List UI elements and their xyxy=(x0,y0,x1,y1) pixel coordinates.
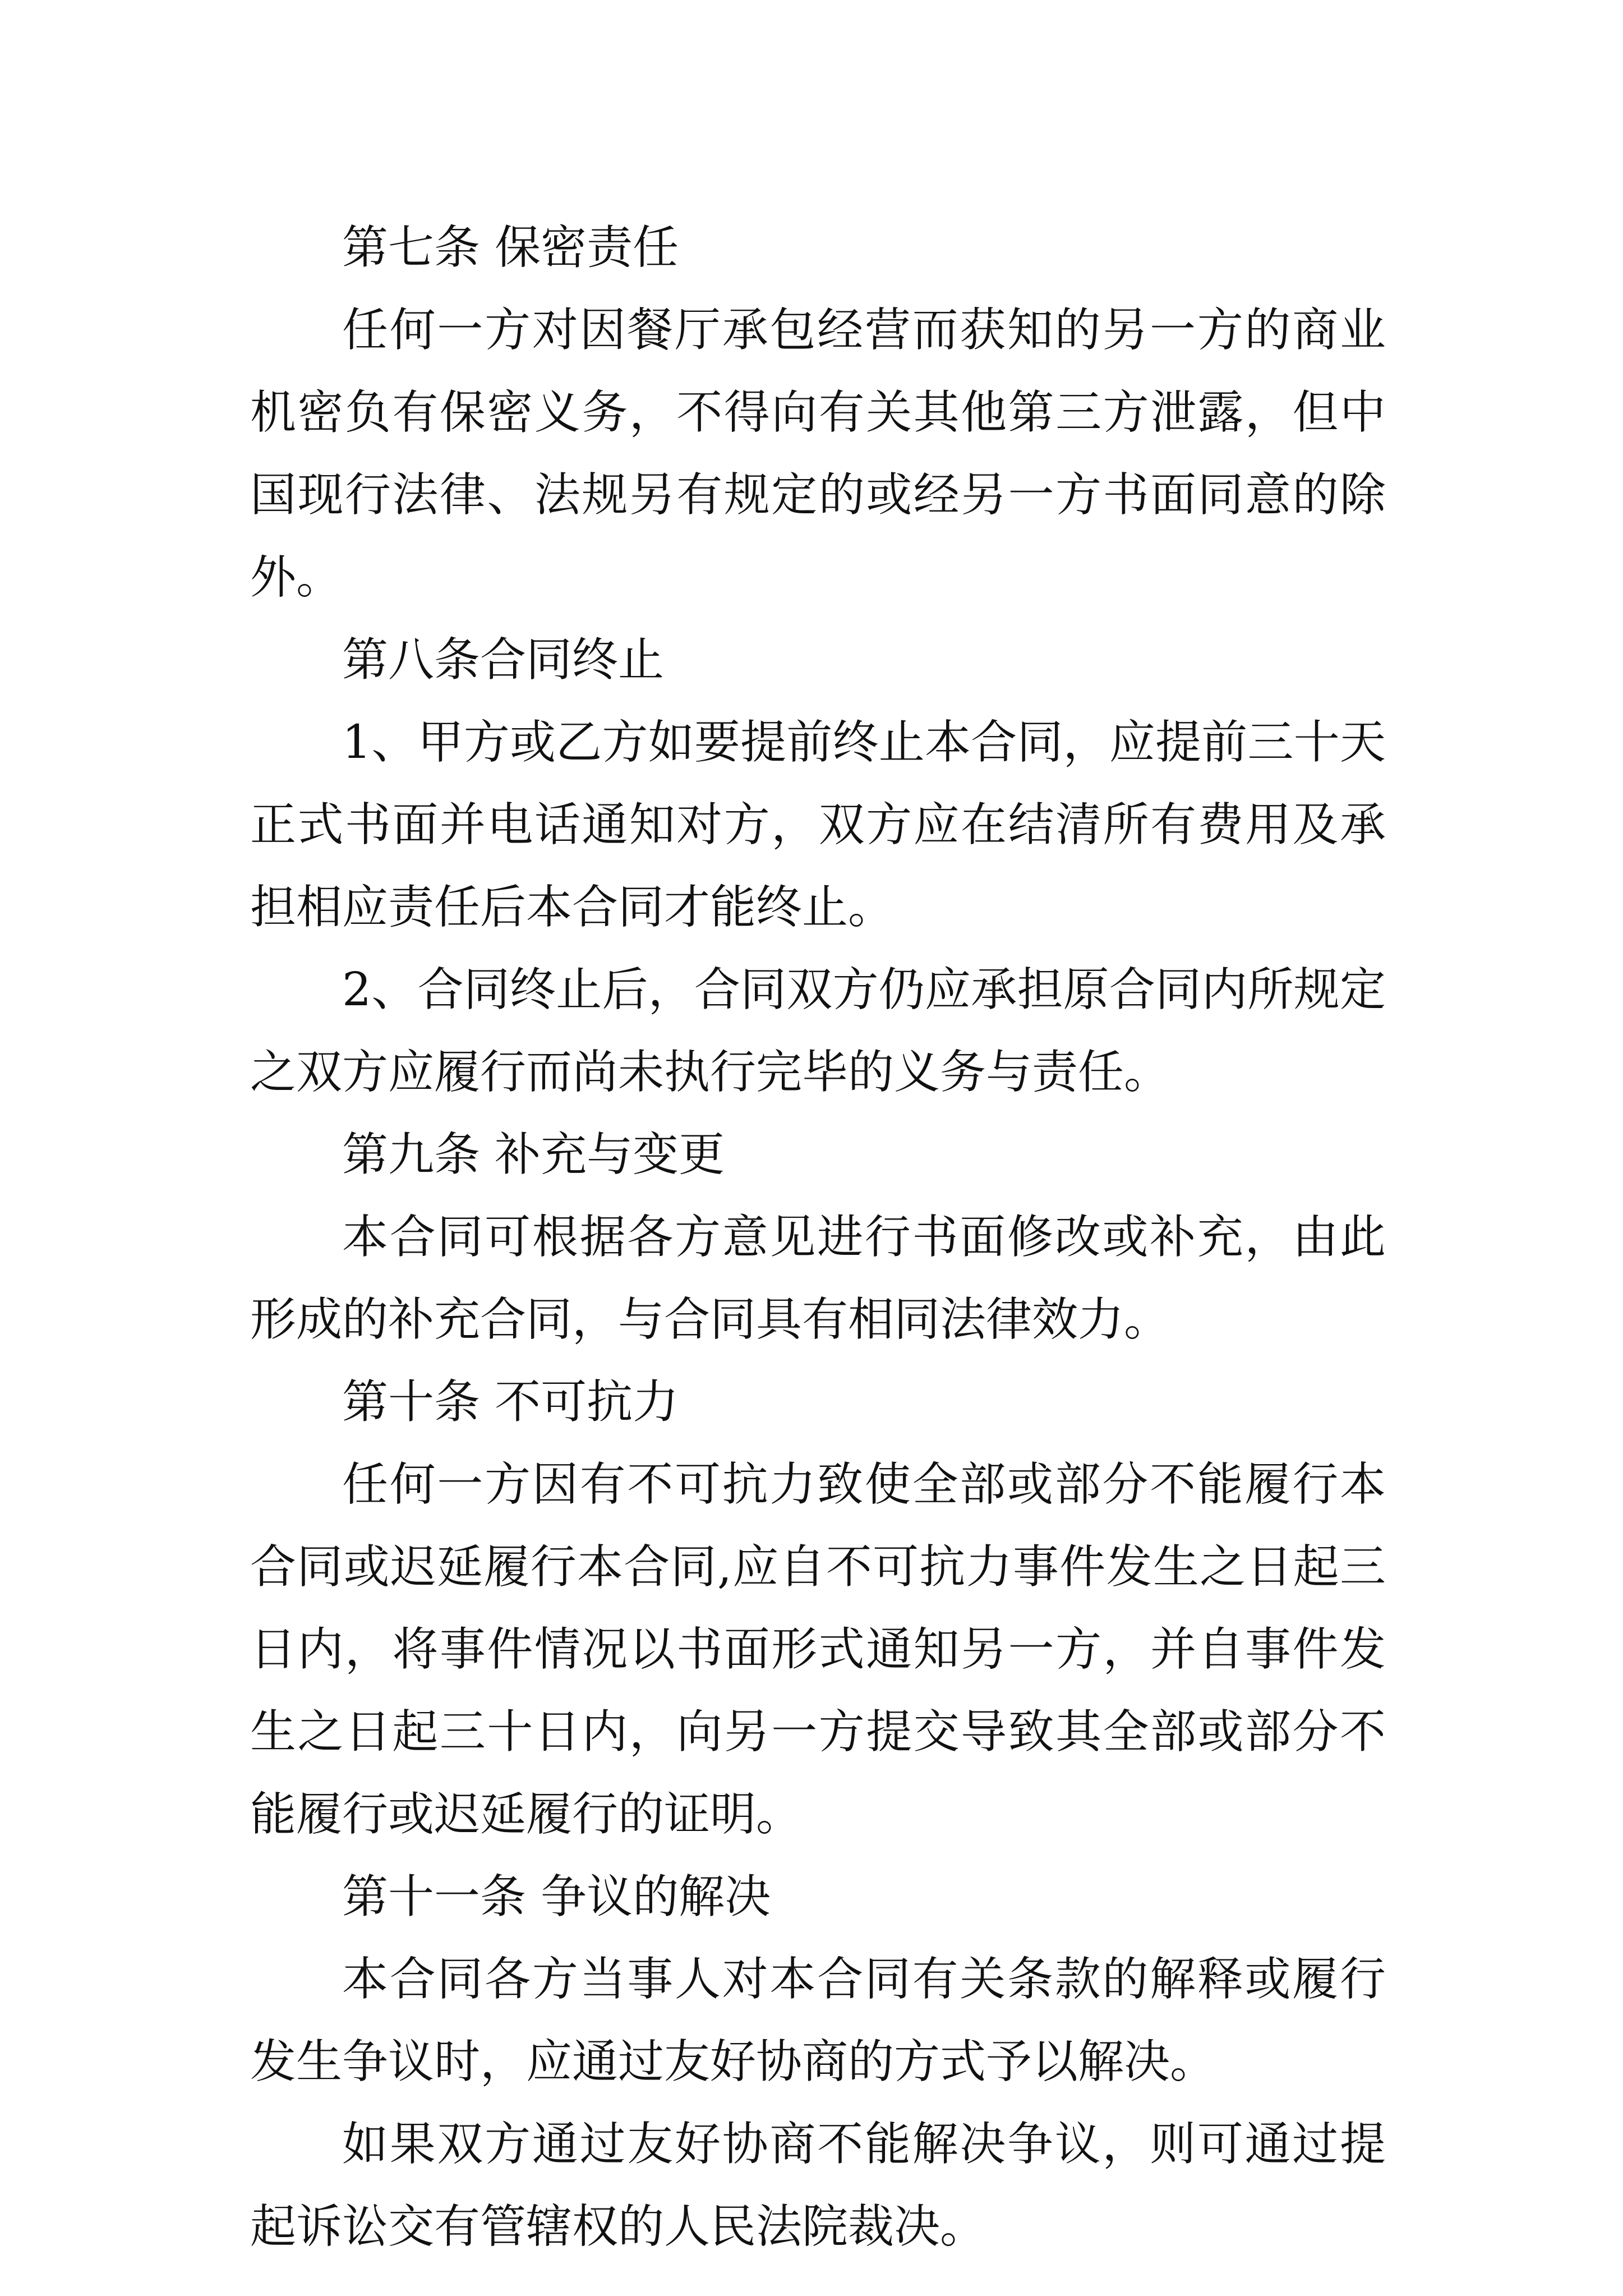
article-11-text-1: 本合同各方当事人对本合同有关条款的解释或履行发生争议时，应通过友好协商的方式予以解决。 xyxy=(250,1953,1386,2088)
article-7-text: 任何一方对因餐厅承包经营而获知的另一方的商业机密负有保密义务，不得向有关其他第三方泄露，但中国现行法律、法规另有规定的或经另一方书面同意的除外。 xyxy=(250,303,1386,604)
article-10-text: 任何一方因有不可抗力致使全部或部分不能履行本合同或迟延履行本合同,应自不可抗力事件发生之日起三日内，将事件情况以书面形式通知另一方，并自事件发生之日起三十日内，向另一方提交导致其全部或部分不能履行或迟延履行的证明。 xyxy=(250,1458,1386,1841)
article-10-heading: 第十条 不可抗力 xyxy=(342,1375,679,1429)
article-11-heading: 第十一条 争议的解决 xyxy=(342,1870,771,1924)
article-11-text-2: 如果双方通过友好协商不能解决争议，则可通过提起诉讼交有管辖权的人民法院裁决。 xyxy=(250,2118,1386,2253)
article-8-clause-2: 2、合同终止后，合同双方仍应承担原合同内所规定之双方应履行而尚未执行完毕的义务与责任。 xyxy=(250,963,1386,1099)
document-body xyxy=(250,206,1386,2268)
article-8-clause-1: 1、甲方或乙方如要提前终止本合同，应提前三十天正式书面并电话通知对方，双方应在结清所有费用及承担相应责任后本合同才能终止。 xyxy=(250,716,1386,934)
article-8-heading: 第八条合同终止 xyxy=(342,633,665,687)
article-7-heading: 第七条 保密责任 xyxy=(342,221,679,274)
article-9-heading: 第九条 补充与变更 xyxy=(342,1128,725,1181)
article-9-text: 本合同可根据各方意见进行书面修改或补充，由此形成的补充合同，与合同具有相同法律效力。 xyxy=(250,1211,1386,1346)
